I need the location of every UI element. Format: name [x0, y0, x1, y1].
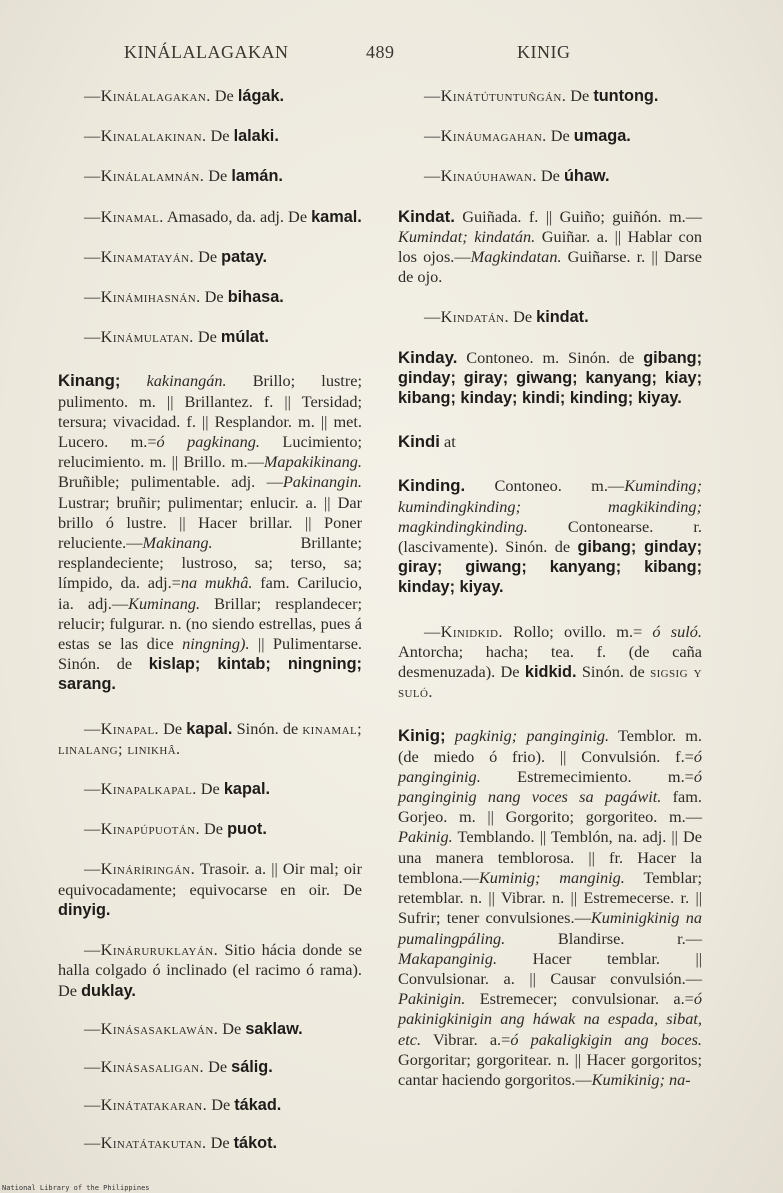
entry-kinang: Kinang; kakinangán. Brillo; lustre; pulimento. m. || Brillantez. f. || Tersidad; tersura; vivacidad. f. || Resplandor. m. || met. Lucero. m.=ó pagkinang. Lucimiento; relucimiento. m. || Brillo. m.—Mapakikinang. Bruñible; pulimentable. adj. —Pakinangin. Lustrar; bruñir; pulimentar; enlucir. a. || Dar brillo ó lustre. || Hacer brillar. || Poner reluciente.—Makinang. Brillante; resplandeciente; lustroso, sa; terso, sa; límpido, da. adj.=na mukhâ. fam. Carilucio, ia. adj.—Kuminang. Brillar; resplandecer; relucir; fulgurar. n. (no siendo estrellas, pues á estas se las dice ningning). || Pulimentarse. Sinón. de kislap; kintab; ningning; sarang.	[58, 371, 363, 694]
header-right-guideword: KINIG	[517, 42, 571, 62]
page-number: 489	[366, 42, 395, 62]
entry-kinaumagahan: —Kináumagahan. De umaga.	[424, 126, 631, 146]
entry-kinalalamnan: —Kinálalamnán. De lamán.	[84, 166, 283, 186]
entry-kindi: Kindi at	[398, 432, 456, 452]
right-column	[398, 86, 702, 1090]
entry-kinasasaklawan: —Kinásasaklawán. De saklaw.	[84, 1018, 303, 1038]
entry-kinapalkapal: —Kinapalkapal. De kapal.	[84, 779, 271, 799]
entry-kinidkid: —Kinidkid. Rollo; ovillo. m.= ó suló. Antorcha; hacha; tea. f. (de caña desmenuzada). De kidkid. Sinón. de sigsig y suló.	[398, 621, 703, 702]
entry-kinday: Kinday. Contoneo. m. Sinón. de gibang; ginday; giray; giwang; kanyang; kiay; kibang; kinday; kindi; kinding; kiyay.	[398, 347, 702, 408]
entry-kinamulatan: —Kinámulatan. De múlat.	[84, 327, 269, 347]
page-header	[0, 42, 783, 70]
entry-kinaririingan: —Kinári̇ringán. Trasoir. a. || Oir mal; oir equivocadamente; equivocarse en oir. De dinyig.	[58, 859, 362, 919]
entry-kinalalakinan: —Kinalalakinan. De lalaki.	[84, 126, 279, 146]
entry-kinig: Kinig; pagkinig; panginginig. Temblor. m. (de miedo ó frio). || Convulsión. f.=ó panginginig. Estremecimiento. m.=ó panginginig nang voces sa pagáwit. fam. Gorjeo. m. || Gorgorito; gorgoriteo. m.—Pakinig. Temblando. || Temblón, na. adj. || De una manera temblorosa. || fr. Hacer la temblona.—Kuminig; manginig. Temblar; retemblar. n. || Vibrar. n. || Estremecerse. r. || Sufrir; tener convulsiones.—Kuminigkinig na pumalingpáling. Blandirse. r.—Makapanginig. Hacer temblar. || Convulsionar. a. || Causar convulsión.—Pakinigin. Estremecer; convulsionar. a.=ó pakinigkinigin ang háwak na espada, sibat, etc. Vibrar. a.=ó pakaligkigin ang boces. Gorgoritar; gorgoritear. n. || Hacer gorgoritos; cantar haciendo gorgoritos.—Kumikinig; na-	[398, 726, 703, 1089]
entry-kindatan: —Kindatán. De kindat.	[424, 307, 589, 327]
header-left-guideword: KINÁLALAGAKAN	[124, 42, 289, 62]
library-watermark: National Library of the Philippines	[2, 1184, 150, 1192]
entry-kinamal: —Kinamal. Amasado, da. adj. De kamal.	[84, 206, 362, 226]
entry-kinauuhawan: —Kinaúuhawan. De úhaw.	[424, 166, 610, 186]
entry-kindat: Kindat. Guiñada. f. || Guiño; guiñón. m.—Kumindat; kindatán. Guiñar. a. || Hablar con los ojos.—Magkindatan. Guiñarse. r. || Darse de ojo.	[398, 206, 702, 287]
entry-kinaruruklayan: —Kináruruklayán. Sitio hácia donde se halla colgado ó inclinado (el racimo ó rama). De duklay.	[58, 940, 362, 1000]
entry-kinatutuntungan: —Kinátútuntuñgán. De tuntong.	[424, 86, 659, 105]
entry-kinamatayan: —Kinamatayán. De patay.	[84, 246, 267, 266]
entry-kinasasaligan: —Kinásasaligan. De sálig.	[84, 1056, 273, 1076]
left-column	[58, 86, 362, 1154]
entry-kinatatakutan: —Kinatátakutan. De tákot.	[84, 1133, 278, 1153]
entry-kinapupuotan: —Kinapúpuotán. De puot.	[84, 819, 267, 839]
entry-kinatatakaran: —Kinátatakaran. De tákad.	[84, 1095, 282, 1115]
entry-kinapal: —Kinapal. De kapal. Sinón. de kinamal; linalang; linikhâ.	[58, 718, 362, 758]
entry-kinding: Kinding. Contoneo. m.—Kuminding; kumindingkinding; magkikinding; magkindingkinding. Contonearse. r. (lascivamente). Sinón. de gibang; ginday; giray; giwang; kanyang; kibang; kinday; kiyay.	[398, 476, 702, 597]
entry-kinalalagakan: —Kinálalagakan. De lágak.	[84, 86, 285, 105]
entry-kinamihasnan: —Kinámihasnán. De bihasa.	[84, 287, 284, 307]
